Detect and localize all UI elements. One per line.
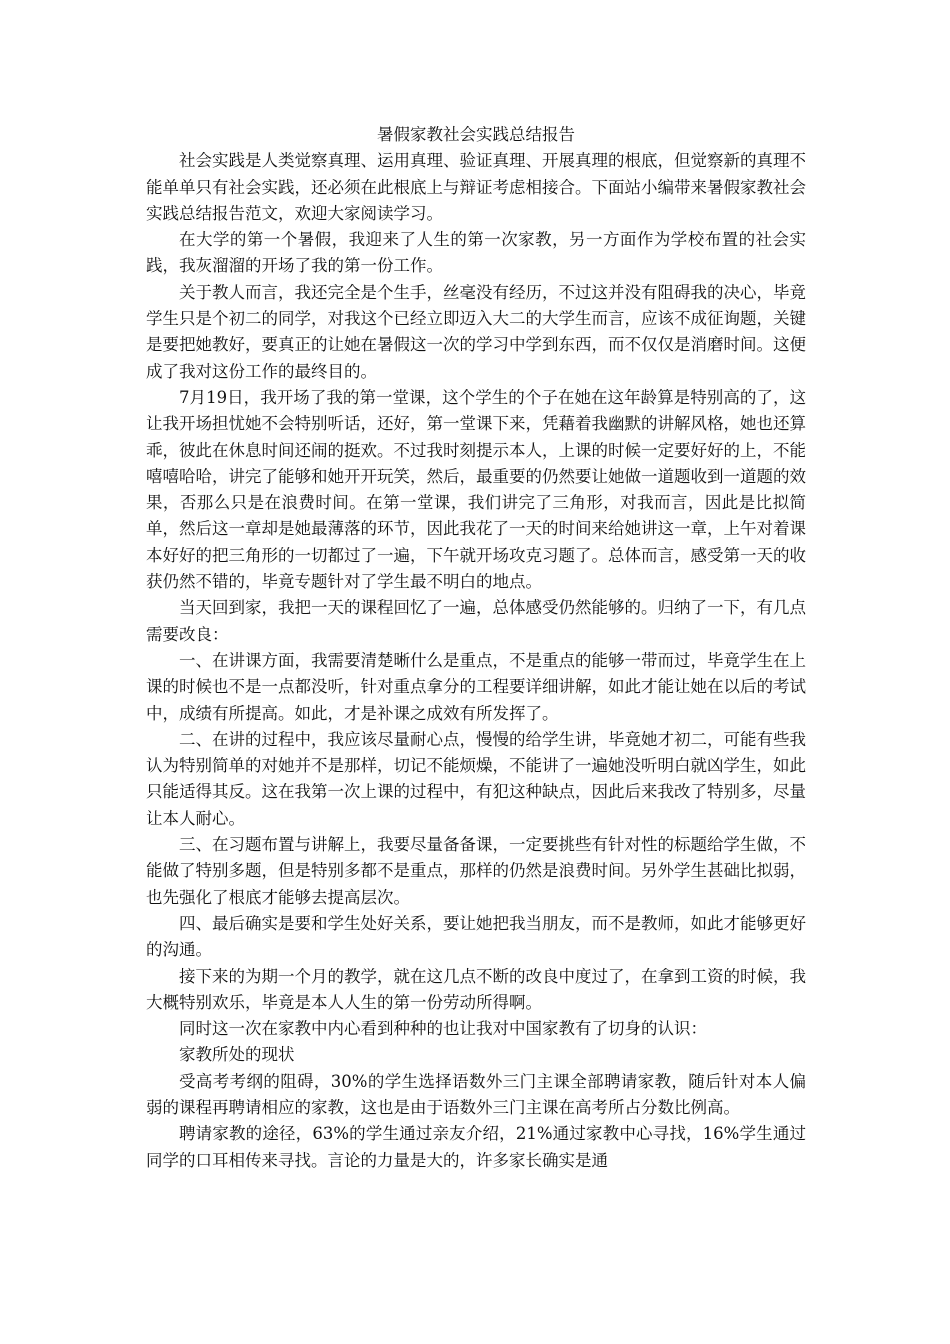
document-title: 暑假家教社会实践总结报告 (377, 125, 575, 144)
paragraph: 当天回到家，我把一天的课程回忆了一遍，总体感受仍然能够的。归纳了一下，有几点需要改良： (146, 598, 806, 644)
paragraph: 二、在讲的过程中，我应该尽量耐心点，慢慢的给学生讲，毕竟她才初二，可能有些我认为特别简单的对她并不是那样，切记不能烦燥，不能讲了一遍她没听明白就凶学生，如此只能适得其反。这在我第一次上课的过程中，有犯这种缺点，因此后来我改了特别多，尽量让本人耐心。 (146, 729, 806, 828)
paragraph: 聘请家教的途径，63%的学生通过亲友介绍，21%通过家教中心寻找，16%学生通过同学的口耳相传来寻找。言论的力量是大的，许多家长确实是通 (146, 1124, 806, 1170)
paragraph: 一、在讲课方面，我需要清楚晰什么是重点，不是重点的能够一带而过，毕竟学生在上课的时候也不是一点都没听，针对重点拿分的工程要详细讲解，如此才能让她在以后的考试中，成绩有所提高。如此，才是补课之成效有所发挥了。 (146, 650, 806, 723)
document-body (146, 122, 806, 1174)
paragraph: 同时这一次在家教中内心看到种种的也让我对中国家教有了切身的认识： (179, 1019, 707, 1039)
paragraph: 社会实践是人类觉察真理、运用真理、验证真理、开展真理的根底，但觉察新的真理不能单单只有社会实践，还必须在此根底上与辩证考虑相接合。下面站小编带来暑假家教社会实践总结报告范文，欢迎大家阅读学习。 (146, 151, 806, 223)
paragraph: 接下来的为期一个月的教学，就在这几点不断的改良中度过了，在拿到工资的时候，我大概特别欢乐，毕竟是本人人生的第一份劳动所得啊。 (146, 966, 806, 1012)
paragraph: 在大学的第一个暑假，我迎来了人生的第一次家教，另一方面作为学校布置的社会实践，我灰溜溜的开场了我的第一份工作。 (146, 230, 806, 276)
paragraph: 三、在习题布置与讲解上，我要尽量备备课，一定要挑些有针对性的标题给学生做，不能做了特别多题，但是特别多都不是重点，那样的仍然是浪费时间。另外学生甚础比拟弱，也先强化了根底才能够去提高层次。 (146, 835, 806, 907)
paragraph: 受高考考纲的阻碍，30%的学生选择语数外三门主课全部聘请家教，随后针对本人偏弱的课程再聘请相应的家教，这也是由于语数外三门主课在高考所占分数比例高。 (146, 1071, 806, 1117)
paragraph: 7月19日，我开场了我的第一堂课，这个学生的个子在她在这年龄算是特别高的了，这让我开场担忧她不会特别听话，还好，第一堂课下来，凭藉着我幽默的讲解风格，她也还算乖，彼此在休息时间还闹的挺欢。不过我时刻提示本人，上课的时候一定要好好的上，不能嘻嘻哈哈，讲完了能够和她开开玩笑，然后，最重要的仍然要让她做一道题收到一道题的效果，否那么只是在浪费时间。在第一堂课，我们讲完了三角形，对我而言，因此是比拟简单，然后这一章却是她最薄落的环节，因此我花了一天的时间来给她讲这一章，上午对着课本好好的把三角形的一切都过了一遍，下午就开场攻克习题了。总体而言，感受第一天的收获仍然不错的，毕竟专题针对了学生最不明白的地点。 (146, 387, 806, 592)
section-heading: 家教所处的现状 (179, 1045, 295, 1065)
paragraph: 四、最后确实是要和学生处好关系，要让她把我当朋友，而不是教师，如此才能够更好的沟通。 (146, 913, 806, 960)
paragraph: 关于教人而言，我还完全是个生手，丝毫没有经历，不过这并没有阻碍我的决心，毕竟学生只是个初二的同学，对我这个已经立即迈入大二的大学生而言，应该不成征询题，关键是要把她教好，要真正的让她在暑假这一次的学习中学到东西，而不仅仅是消磨时间。这便成了我对这份工作的最终目的。 (146, 282, 806, 381)
